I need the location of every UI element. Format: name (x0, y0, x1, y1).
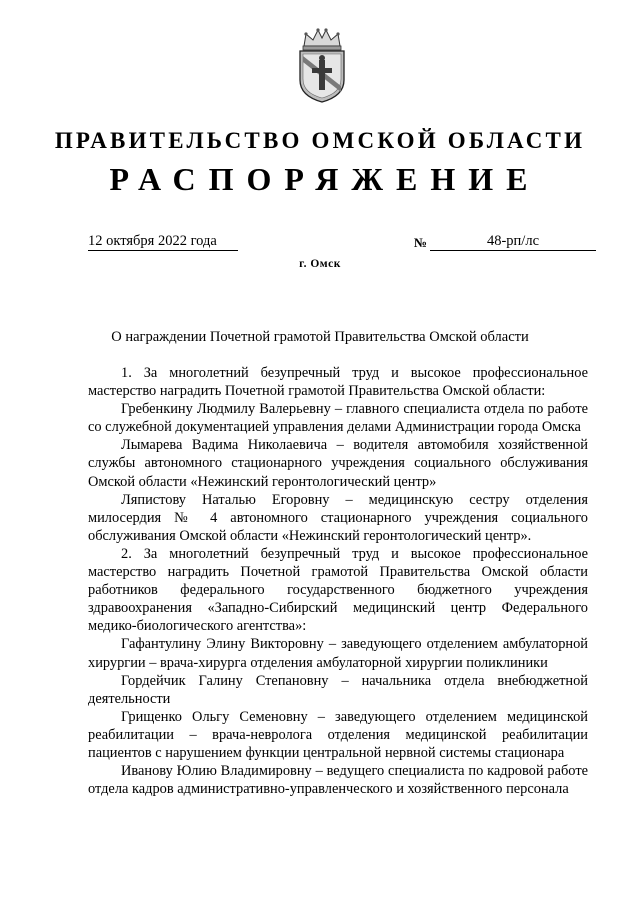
document-body (88, 364, 588, 798)
document-date: 12 октября 2022 года (88, 232, 238, 251)
omsk-coat-of-arms-icon (294, 26, 350, 104)
document-subject: О награждении Почетной грамотой Правительства Омской области (111, 329, 529, 345)
government-title: ПРАВИТЕЛЬСТВО ОМСКОЙ ОБЛАСТИ (54, 128, 586, 153)
document-type-title: РАСПОРЯЖЕНИЕ (109, 161, 541, 197)
paragraph: Гребенкину Людмилу Валерьевну – главного специалиста отдела по работе со служебной документацией управления делами Администрации города Омска (88, 401, 588, 436)
paragraph: 2. За многолетний безупречный труд и высокое профессиональное мастерство наградить Почетной грамотой Правительства Омской области работников федерального государственного бюджетного учреждения здравоохранения «Западно-Сибирский медицинский центр Федерального медико-биологического агентства»: (88, 545, 588, 635)
paragraph: Грищенко Ольгу Семеновну – заведующего отделением медицинской реабилитации – врача-невролога отделения медицинской реабилитации пациентов с нарушением функции центральной нервной системы стационара (88, 708, 588, 761)
paragraph: 1. За многолетний безупречный труд и высокое профессиональное мастерство наградить Почетной грамотой Правительства Омской области: (88, 365, 588, 400)
paragraph: Иванову Юлию Владимировну – ведущего специалиста по кадровой работе отдела кадров административно-управленческого и хозяйственного персонала (88, 763, 588, 798)
paragraph: Лымарева Вадима Николаевича – водителя автомобиля хозяйственной службы автономного стационарного учреждения социального обслуживания Омской области «Нежинский геронтологический центр» (88, 437, 588, 490)
paragraph: Ляпистову Наталью Егоровну – медицинскую сестру отделения милосердия № 4 автономного стационарного учреждения социального обслуживания Омской области «Нежинский геронтологический центр». (88, 491, 588, 544)
number-label: № (414, 235, 428, 250)
city-label: г. Омск (299, 258, 341, 270)
paragraph: Гафантулину Элину Викторовну – заведующего отделением амбулаторной хирургии – врача-хирурга отделения амбулаторной хирургии поликлиники (88, 636, 588, 671)
document-number: 48-рп/лс (430, 232, 596, 251)
paragraph: Гордейчик Галину Степановну – начальника отдела внебюджетной деятельности (88, 672, 588, 707)
